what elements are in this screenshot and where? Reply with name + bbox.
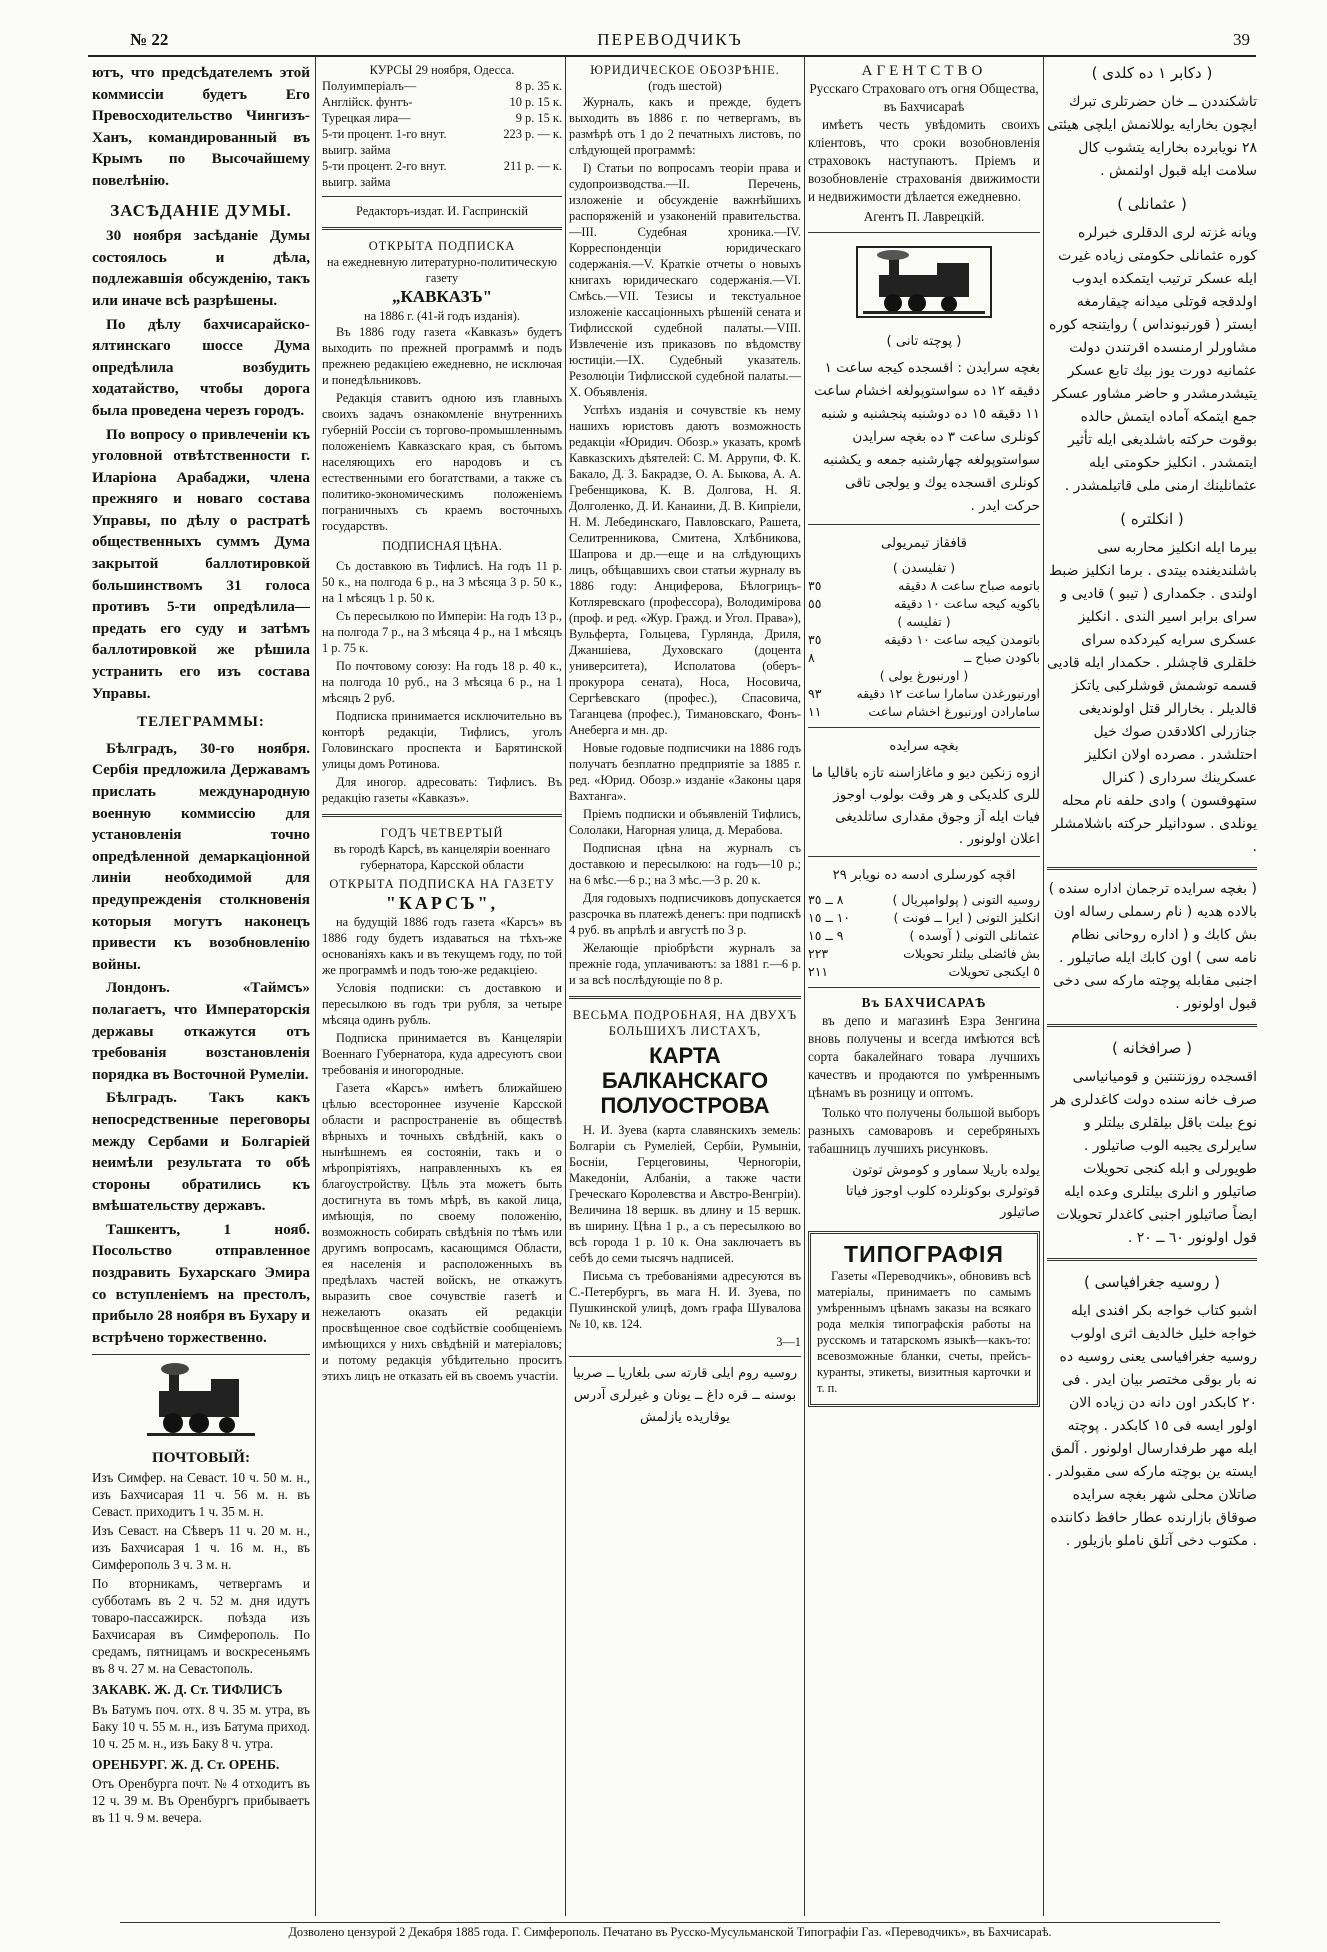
kavkaz-paragraph: Редакція ставитъ одною изъ главныхъ своихъ задачъ ознакомленіе внутреннихъ губерній Россіи съ торгово-промышленнымъ положеніемъ Кавказскаго края, съ бытомъ населяющихъ его народовъ и съ естественными его богатствами, а также съ политико-экономическимъ положеніемъ пограничныхъ съ краемъ восточныхъ государствъ. <box>322 391 562 533</box>
duma-paragraph: 30 ноября засѣданіе Думы состоялось и дѣла, подлежавшія обсужденію, такъ или иначе всѣ разрѣшены. <box>92 227 310 309</box>
translator-office-notice: ( بغچه سرايده ترجمان اداره سنده ) بالاده هديه ( نام رسملى رساله اون بش كابك و ( اداره روحانى نظام نامه سى ) اون كابك ايله صاتيلور . اجنبى مقابله پوچته ماركه سى دخى قبول اولونور . <box>1048 881 1257 1012</box>
kars-year-heading: ГОДЪ ЧЕТВЕРТЫЙ <box>380 826 504 840</box>
transcaucasian-heading: ЗАКАВК. Ж. Д. Ст. ТИФЛИСЪ <box>92 1682 283 1698</box>
price-paragraph: По почтовому союзу: На годъ 18 р. 40 к., на полгода 10 руб., на 3 мѣсяца 6 р., на 1 мѣсяцъ 2 руб. <box>322 659 562 705</box>
kars-paragraph: Газета «Карсъ» имѣетъ ближайшею цѣлью всестороннее изученіе Карсской области и распространеніе въ обществѣ вѣрныхъ и точныхъ свѣдѣній, какъ о нынѣшнемъ ея состояніи, такъ и о мѣропріятіяхъ, направленныхъ къ ея благоустройству. Цѣль эта можетъ быть достигнута въ томъ мѣрѣ, въ какой лица, имѣющія, по своему положенію, возможность собирать свѣдѣнія по тѣмъ или другимъ вопросамъ, касающимся Области, ея населенія и расположенныхъ въ предѣлахъ частей войскъ, не откажутъ выразить свое сочувствіе газетѣ и нежелаютъ оказать ей редакціи просвѣщенное свое содѣйствіе сообщеніемъ имѣющихся у нихъ свѣдѣній и матеріаловъ; и потому редакція убѣдительно проситъ этихъ лицъ не отказать ей въ своемъ участіи. <box>322 1081 562 1383</box>
agency-paragraph: имѣетъ честь увѣдомить своихъ кліентовъ, что сроки возобновленія страховокъ наступаютъ. Пріемъ и возобновленіе страхованія движимости и недвижимости дѣлается ежедневно. <box>808 117 1040 204</box>
post-heading: ПОЧТОВЫЙ: <box>151 1449 251 1467</box>
column-divider <box>315 56 316 1916</box>
header-rule <box>88 55 1256 57</box>
rate-row: 5-ти процент. 2-го внут. выигр. займа 211 р. — к. <box>322 159 562 189</box>
column-2 <box>322 62 562 1386</box>
legal-review-paragraph: Для годовыхъ подписчиковъ допускается разсрочка въ платежѣ денегъ: при подпискѣ 4 руб. въ апрѣлѣ и августѣ по 3 р. <box>569 891 801 937</box>
england-news: بيرما ايله انكليز محاربه سى باشلنديغنده بيتدى . برما انكليز ضبط اولندى . جكمدارى ( تيبو ) قاديى و سراى برابر اسير الندى . انكليز عسكرى سرايه كيردكده سراى خلقلرى قاچشلر . حكمدار ايله قاديى قسمه توشمش قوشلركبى ياتكز قالديلر . بخارالر قتل اولونديغى جنازرلى اكلادقدن صوك خيل احتلشدر . مصرده اولان انكليز عسكرينك سردارى ( كنرال ستهوفسون ) وادى حلفه نام محله يونلدى . سودانيلر حركته باشلامشلر . <box>1047 540 1257 855</box>
agency-subtitle: Русскаго Страховаго отъ огня Общества, въ Бахчисараѣ <box>809 81 1039 114</box>
page-header <box>90 30 1250 56</box>
post-schedule: По вторникамъ, четвергамъ и субботамъ въ 2 ч. 52 м. дня идутъ товаро-пассажирск. поѣзда изъ Бахчисарая въ Симферополь. По средамъ, пятницамъ и воскресеньямъ въ 8 ч. 27 м. на Севастополь. <box>92 1576 310 1677</box>
column-3 <box>569 62 801 1431</box>
geography-book-notice: اشبو كتاب خواجه بكر افندى ايله خواجه خليل خالديف اثرى اولوب روسيه جغرافياسى يعنى روسيه ده نه بار بوقى مختصر بيان ايدر . فى ٢٠ كابكدر اون دانه دن زياده الان اولور ايسه فى ١٥ كابكدر . پوچته ايله مهر طرفدارسال اولونور . آلمق ايسته ين بوچته ماركه سى مقبولدر . صاتلان محلى شهر بغچه سرايده صوقاق بازارنده عطار حافظ دكاننده . مكتوب دخى آتلق ناملو بازيلور . <box>1047 1303 1257 1549</box>
orenburg-heading: ОРЕНБУРГ. Ж. Д. Ст. ОРЕНБ. <box>92 1756 280 1772</box>
price-paragraph: Съ пересылкою по Имперіи: На годъ 13 р., на полгода 7 р., на 3 мѣсяца 4 р., на 1 мѣсяцъ 1 р. 75 к. <box>322 609 562 655</box>
price-paragraph: Подписка принимается исключительно въ конторѣ редакціи, Тифлисъ, уголъ Головинскаго проспекта и Барятинской улицы домъ Ротинова. <box>322 709 562 771</box>
price-paragraph: Съ доставкою въ Тифлисѣ. На годъ 11 р. 50 к., на полгода 6 р., на 3 мѣсяца 3 р. 50 к., на 1 мѣсяцъ 1 р. 50 к. <box>322 559 562 605</box>
shop-heading: Въ БАХЧИСАРАѢ <box>861 995 987 1010</box>
currency-row: بش فائضلى بيلتلر تحويلات ٢٢٣ <box>808 946 1040 961</box>
orenburg-schedule: Отъ Оренбурга почт. № 4 отходитъ въ 12 ч. 39 м. Въ Оренбургъ прибываетъ въ 11 ч. 9 м. вечера. <box>92 1776 310 1826</box>
column-divider <box>804 56 805 1916</box>
timetable-row: ( اورنبورغ يولى ) <box>879 668 969 683</box>
column-divider <box>1043 56 1044 1916</box>
timetable-row: باتومه صباح ساعت ٨ دقيقه ٣٥ <box>808 578 1040 593</box>
price-heading: ПОДПИСНАЯ ЦѢНА. <box>382 539 502 553</box>
legal-review-paragraph: Успѣхъ изданія и сочувствіе къ нему нашихъ юристовъ даютъ возможность редакціи «Юридич. Обозр.» указать, кромѣ Кавказскихъ дѣятелей: С. М. Аррупи, Ф. К. Бакало, Д. З. Бакрадзе, О. А. Быкова, А. А. Гребенщикова, К. В. Долгова, Н. Я. Долголенко, Д. И. Канаини, Д. В. Кипріели, Н. М. Лебединскаго, Павловскаго, Рашета, Селитренникова, Смитена, Хлѣбникова, Шапрова и др.—еще и на слѣдующихъ лицъ, обѣщавшихъ свои статьи журналу въ 1886 году: Анциферова, Бѣлогрицъ-Котляревскаго (профессора), Володимірова (проф. и ред. «Жур. Гражд. и Угол. Права»), Вульферта, Гольцева, Гурлянда, Дриля, Джаншіева, Духовскаго (доцента университета), Исполатова (оберъ-прокурора сената), Носа, Носовича, Сергѣевскаго (профес.), Спасовича, Таганцева (профес.), Тимановскаго, Фонъ-Анеберга и мн. др. <box>569 403 801 737</box>
separator <box>569 996 801 999</box>
post-train-heading: ( پوچته تانى ) <box>886 334 962 349</box>
legal-review-paragraph: Подписная цѣна на журналъ съ доставкою и пересылкою: на годъ—10 р.; на 6 мѣс.—6 р.; на 3 мѣс.—3 р. 20 к. <box>569 841 801 887</box>
ottoman-news: ويانه غزته لرى الدقلرى خبرلره كوره عثمانلى حكومتى زياده غيرت ايله عسكر ترتيب ايتمكده ايدوب اولدقجه قوتلى ميدانه چيقارمغه ايستر ( قورنبونداس ) روايتنجه كوره مشاورلر ارمنسده اقرتندن دولت عثمانيه دورت يوز بيك تابع عسكر يتيشدرمشدر و حاضر مشاور عسكر جمع ايتمكه آماده ايتمش حالده بوقوت حركته باشلديغى ايله تأثير ايتمشدر . انكليز حكومتى ايله عثمانلينك ارمنى ملى قاتيلمشدر . <box>1049 225 1257 494</box>
separator <box>569 1356 801 1357</box>
kavkaz-subtitle: на ежедневную литературно-политическую газету <box>327 255 557 285</box>
duma-heading: ЗАСѢДАНІЕ ДУМЫ. <box>110 200 292 220</box>
rate-row: Полуимперіалъ— 8 р. 35 к. <box>322 79 562 93</box>
tashkent-news: تاشكنددن ــ خان حضرتلرى تبرك ايچون بخارايه يوللانمش ايلچى هيئتى ٢٨ نويابرده بخارايه يتشوب كال سلامت ايله قبول اولنمش . <box>1047 94 1257 179</box>
printing-heading: ТИПОГРАФІЯ <box>844 1241 1004 1267</box>
currency-row: روسيه التونى ( پولوامپريال ) ٨ ــ ٣٥ <box>808 892 1040 907</box>
telegram-item: Бѣлградъ. Такъ какъ непосредственные переговоры между Сербами и Болгаріей неимѣли результата то обѣ стороны обратились къ вмѣшательству державъ. <box>92 1089 310 1215</box>
kavkaz-year: на 1886 г. (41-й годъ изданія). <box>364 309 520 323</box>
caucasus-railway-heading: قافقاز تيمريولى <box>881 536 967 551</box>
shop-paragraph: въ депо и магазинѣ Езра Зенгина вновь получены и всегда имѣются всѣ сорта бакалейнаго товара лучшихъ качествъ и продаются по умѣреннымъ цѣнамъ въ розницу и оптомъ. <box>808 1013 1040 1100</box>
post-train-text: بغچه سرايدن : اقسجده كيجه ساعت ١ دقيقه ١٢ ده سواستوپولغه اخشام ساعت ١١ دقيقه ١٥ ده دوشنبه پنجشنبه و شنبه كونلرى ساعت ٣ ده بغچه سرايدن سواستوپولغه چهارشنبه جمعه و يكشنبه كونلرى اقسجده يوك و يولجى تاقى حركت ايدر . <box>813 360 1040 514</box>
rate-row: Англійск. фунтъ- 10 р. 15 к. <box>322 95 562 109</box>
price-paragraph: Для иногор. адресовать: Тифлисъ. Въ редакцію газеты «Кавказъ». <box>322 775 562 805</box>
separator <box>322 227 562 230</box>
telegram-item: Бѣлградъ, 30-го ноября. Сербія предложила Державамъ прислать международную военную коммиссію для установленія точно опредѣленной демаркаціонной линіи необходимой для предупрежденія столкновенія которыя могутъ наконецъ привести къ возобновленію войны. <box>92 739 310 973</box>
kars-paragraph: Подписка принимается въ Канцеляріи Военнаго Губернатора, куда адресуютъ свои требованія и иногородные. <box>322 1031 562 1077</box>
column-1 <box>92 62 310 1828</box>
bakhchisaray-heading: بغچه سرايده <box>889 739 959 754</box>
separator <box>322 196 562 197</box>
column-4 <box>808 62 1040 1407</box>
map-ad-number: 3—1 <box>776 1335 801 1349</box>
timetable-row: ( تفليسدن ) <box>892 560 956 575</box>
telegram-item: Лондонъ. «Таймсъ» полагаетъ, что Императорскія державы откажутся отъ требованія возстановленія порядка въ Восточной Румеліи. <box>92 979 310 1083</box>
kars-paragraph: Условія подписки: съ доставкою и пересылкою въ годъ три рубля, за четыре мѣсяца одинъ рубль. <box>322 981 562 1027</box>
column-divider <box>565 56 566 1916</box>
separator <box>1047 867 1257 870</box>
map-paragraph: Письма съ требованіями адресуются въ С.-Петербургъ, въ мага Н. И. Зуева, по Пушкинской улицѣ, домъ графа Шувалова № 10, кв. 124. <box>569 1269 801 1331</box>
timetable-row: باكودن صباح ــ ٨ <box>808 650 1040 665</box>
currency-row: ٥ ايكنجى تحويلات ٢١١ <box>808 964 1040 979</box>
caucasus-timetable <box>808 559 1040 721</box>
editor-line: Редакторъ-издат. И. Гаспринскій <box>355 204 529 218</box>
locomotive-icon <box>141 1361 261 1441</box>
legal-review-paragraph: Новые годовые подписчики на 1886 годъ получатъ безплатно предприятіе за 1885 г. ред. «Юрид. Обозр.» изданіе «Законы царя Вахтанга». <box>569 741 801 803</box>
map-ad-tatar: روسيه روم ايلى قارته سى بلغاريا ــ صربيا بوسنه ــ قره داغ ــ يونان و غيرلرى آدرس يوقاريده يازلمش <box>572 1366 798 1425</box>
kavkaz-subscription-open: ОТКРЫТА ПОДПИСКА <box>368 239 516 253</box>
exchange-heading: ( صرافخانه ) <box>1111 1039 1193 1057</box>
currency-table <box>808 891 1040 981</box>
newspaper-title: ПЕРЕВОДЧИКЪ <box>597 30 743 49</box>
timetable-row: باكويه كيجه ساعت ١٠ دقيقه ٥٥ <box>808 596 1040 611</box>
telegrams-heading: ТЕЛЕГРАММЫ: <box>137 714 265 731</box>
censorship-footer: Дозволено цензурой 2 Декабря 1885 года. Г. Симферополь. Печатано въ Русско-Мусульманской Типографіи Газ. «Переводчикъ», въ Бахчисараѣ. <box>120 1922 1220 1940</box>
post-schedule: Изъ Симфер. на Севаст. 10 ч. 50 м. н., изъ Бахчисарая 11 ч. 56 м. н. въ Севаст. приходитъ 1 ч. 35 м. н. <box>92 1470 310 1520</box>
legal-review-paragraph: Пріемъ подписки и объявленій Тифлисъ, Сололаки, Нагорная улица, д. Мерабова. <box>569 807 801 837</box>
kavkaz-paragraph: Въ 1886 году газета «Кавказъ» будетъ выходить по прежней программѣ и подъ прежнею редакціею ежедневно, не исключая и понедѣльниковъ. <box>322 325 562 387</box>
duma-paragraph: По вопросу о привлеченіи къ уголовной отвѣтственности г. Иларіона Арабаджи, члена прежняго и новаго состава Управы, по дѣлу о растратѣ общественныхъ суммъ Дума закрытой баллотировкой большинствомъ 31 голоса противъ 5-ти опредѣлила—предать его суду и затѣмъ баллотировкой же рѣшила устранить его изъ состава Управы. <box>92 425 310 702</box>
news-date-heading: ( دكابر ١ ده كلدى ) <box>1091 64 1213 82</box>
separator <box>808 232 1040 233</box>
rate-row: Турецкая лира— 9 р. 15 к. <box>322 111 562 125</box>
post-schedule: Изъ Севаст. на Сѣверъ 11 ч. 20 м. н., изъ Бахчисарая 1 ч. 16 м. н., въ Симферополь 3 ч. 3 м. н. <box>92 1523 310 1573</box>
separator <box>808 524 1040 525</box>
kars-location: въ городѣ Карсѣ, въ канцеляріи военнаго губернатора, Карсской области <box>333 842 551 872</box>
map-title: КАРТА БАЛКАНСКАГО ПОЛУОСТРОВА <box>600 1043 770 1118</box>
agency-heading: АГЕНТСТВО <box>861 63 987 79</box>
rate-row: 5-ти процент. 1-го внут. выигр. займа 223 р. — к. <box>322 127 562 157</box>
separator <box>808 856 1040 857</box>
timetable-row: باتومدن كيجه ساعت ١٠ دقيقه ٣٥ <box>808 632 1040 647</box>
separator <box>1047 1258 1257 1261</box>
legal-review-paragraph: Желающіе пріобрѣсти журналъ за прежніе года, уплачиваютъ: за 1881 г.—6 р. и за всѣ послѣдующіе по 8 р. <box>569 941 801 987</box>
legal-review-year: (годъ шестой) <box>648 79 722 93</box>
locomotive-icon <box>849 239 999 323</box>
shop-paragraph: Только что получены большой выборъ разныхъ самоваровъ и серебряныхъ табашницъ лучшихъ рисунковъ. <box>808 1105 1040 1156</box>
printing-ad-box <box>808 1231 1040 1407</box>
transcaucasian-schedule: Въ Батумъ поч. отх. 8 ч. 35 м. утра, въ Баку 10 ч. 55 м. н., изъ Батума приход. 10 ч. 25 м. н., изъ Баку 8 ч. утра. <box>92 1701 310 1751</box>
separator <box>92 1354 310 1355</box>
telegram-item: Ташкентъ, 1 нояб. Посольство отправленное поздравить Бухарскаго Эмира со вступленіемъ на престолъ, прибыло 28 ноября въ Бухару и встрѣчено торжественно. <box>92 1220 310 1346</box>
timetable-row: اورنبورغدن سامارا ساعت ١٢ دقيقه ٩٣ <box>808 686 1040 701</box>
commission-text: ютъ, что предсѣдателемъ этой коммиссіи будетъ Его Превосходительство Чингизъ-Ханъ, командированный въ Крымъ по Высочайшему повелѣнію. <box>92 64 310 189</box>
kars-paragraph: на будущій 1886 годъ газета «Карсъ» въ 1886 году будетъ издаваться на тѣхъ-же основаніяхъ какъ и въ текущемъ году, по той же программѣ и подъ тою-же редакціею. <box>322 915 562 977</box>
separator <box>322 814 562 817</box>
shop-tatar: يولده باريلا سماور و كوموش توتون قوتولرى بوكونلرده كلوب اوجوز فياتا صاتيلور <box>845 1163 1040 1220</box>
timetable-row: ( تفليسه ) <box>897 614 951 629</box>
column-5 <box>1047 62 1257 1555</box>
separator <box>808 987 1040 988</box>
timetable-row: سامارادن اورنبورغ اخشام ساعت ١١ <box>808 704 1040 719</box>
separator <box>808 727 1040 728</box>
page-number: 39 <box>1233 30 1250 49</box>
bakhchisaray-ad: ازوه زنكين ديو و ماغازاسنه تازه باقاليا ما للرى كلديكى و هر وقت بولوب اوجوز فيات ايله آز وجوق مقدارى ساتلديغى اعلان اولونور . <box>811 765 1040 847</box>
issue-number: № 22 <box>130 30 169 49</box>
agency-signature: Агентъ П. Лаврецкій. <box>863 209 985 224</box>
geography-book-heading: ( روسيه جغرافياسى ) <box>1084 1273 1220 1291</box>
england-heading: ( انكلتره ) <box>1120 510 1184 528</box>
exchange-notice: اقسجده روزنتنتين و قوميانياسى صرف خانه سنده دولت كاغدلرى هر نوع بيلت باقل بيلقلرى بيلتلر و سايرلرى يجيبه الوب صاتيلور . طويورلى و ابله كنجى تحويلات صاتيلور و انلرى بيلتلرى وعده ايله ايضاً صاتيلور اجنبى كاغدلر تحويلات قول اولونور ٦٠ ــ ٢٠ . <box>1050 1069 1257 1246</box>
legal-review-paragraph: Журналъ, какъ и прежде, будетъ выходить въ 1886 г. по четвергамъ, въ размѣрѣ отъ 1 до 2 печатныхъ листовъ, по слѣдующей программѣ: <box>569 95 801 157</box>
kars-subscription-open: ОТКРЫТА ПОДПИСКА НА ГАЗЕТУ <box>329 877 555 891</box>
rates-heading: КУРСЫ 29 ноября, Одесса. <box>369 63 515 77</box>
currency-row: عثمانلى التونى ( آوسده ) ٩ ــ ١٥ <box>808 928 1040 943</box>
map-paragraph: Н. И. Зуева (карта славянскихъ земель: Болгаріи съ Румеліей, Сербіи, Румыніи, Босніи, Герцеговины, Черногоріи, Македоніи, Албаніи, а также части Греческаго Королевства и Австро-Венгріи). Величина 18 вершк. въ длину и 15 вершк. въ ширину. Цѣна 1 р., а съ пересылкою во всѣ города 1 р. 10 к. Она заключаетъ въ себѣ до семи тысячъ надписей. <box>569 1123 801 1265</box>
kars-title: "КАРСЪ", <box>385 893 499 913</box>
duma-paragraph: По дѣлу бахчисарайско-ялтинскаго шоссе Дума опредѣлила возбудить ходатайство, чтобы дорога была проведена черезъ городъ. <box>92 315 310 419</box>
ottoman-heading: ( عثمانلى ) <box>1117 195 1187 213</box>
printing-paragraph: Газеты «Переводчикъ», обновивъ всѣ матеріалы, принимаетъ по самымъ умѣреннымъ цѣнамъ заказы на всякаго рода мелкія типографскія работы на русскомъ и татарскомъ языкѣ—какъ-то: всевозможные бланки, счеты, прейсъ-куранты, этикеты, визитныя карточки и т. п. <box>817 1269 1031 1395</box>
legal-review-heading: ЮРИДИЧЕСКОЕ ОБОЗРѢНІЕ. <box>590 63 780 77</box>
currency-heading: اقچه كورسلرى ادسه ده نويابر ٢٩ <box>832 868 1016 883</box>
kavkaz-title: „КАВКАЗЪ" <box>391 287 493 306</box>
currency-row: انكليز التونى ( ايرا ــ فونت ) ١٠ ــ ١٥ <box>808 910 1040 925</box>
separator <box>1047 1024 1257 1027</box>
legal-review-paragraph: I) Статьи по вопросамъ теоріи права и судопроизводства.—II. Перечень, изложеніе и обсужденіе важнѣйшихъ распоряженій и узаконеній правительства.—III. Судебная хроника.—IV. Корреспонденціи юридическаго содержанія.—V. Краткіе отчеты о новыхъ книгахъ юридическаго содержанія.—VI. Смѣсь.—VII. Тезисы и текстуальное изложеніе кассаціонныхъ рѣшеній сената и Тифлисской судебной палаты.—VIII. Извлеченіе изъ приказовъ по вѣдомству юстиціи.—IX. Судебный указатель. Резолюціи Тифлисской судебной палаты.—X. Объявленія. <box>569 161 801 399</box>
map-intro: ВЕСЬМА ПОДРОБНАЯ, НА ДВУХЪ БОЛЬШИХЪ ЛИСТАХЪ, <box>572 1008 798 1038</box>
